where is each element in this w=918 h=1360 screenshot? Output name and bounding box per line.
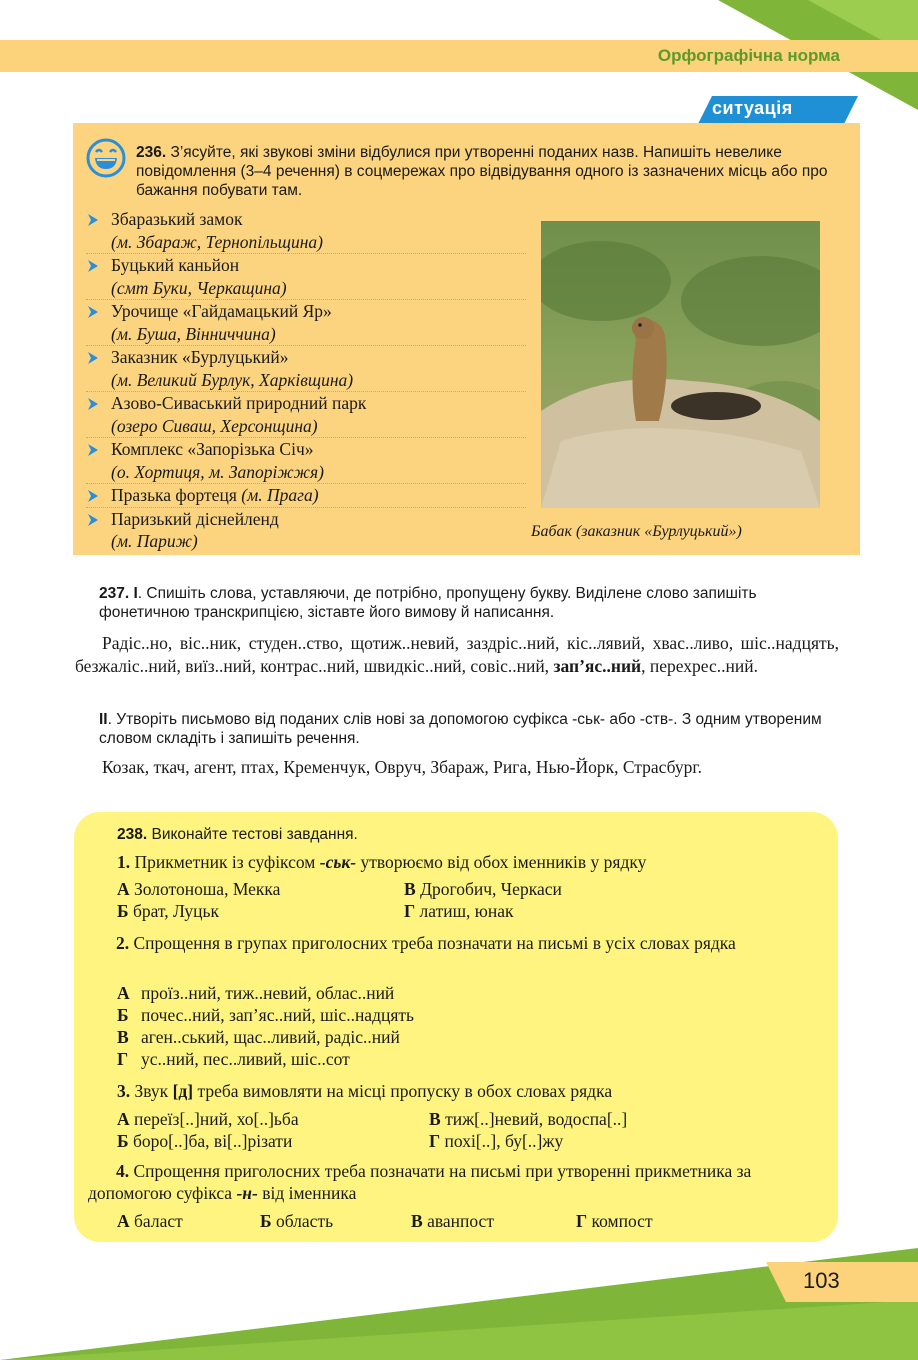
option-letter: В — [404, 879, 416, 899]
option-letter: Г — [429, 1131, 441, 1151]
answer-option — [117, 900, 219, 922]
option-letter: А — [117, 1109, 130, 1129]
marmot-photo — [541, 221, 820, 508]
answer-option — [117, 1130, 292, 1152]
laughing-smiley-icon — [86, 138, 126, 178]
places-list — [86, 208, 526, 553]
answer-option — [404, 878, 562, 900]
option-letter: Г — [404, 901, 416, 921]
sound-symbol: [д] — [172, 1081, 194, 1101]
question-text: Спрощення приголосних треба позначати на письмі при утворенні прикметника за допомогою суфікса — [88, 1161, 752, 1203]
question-3 — [117, 1080, 837, 1102]
place-location: (смт Буки, Черкащина) — [111, 277, 287, 298]
place-name: Збаразький замок — [111, 209, 243, 229]
question-text-end: утворюємо від обох іменників у рядку — [356, 852, 647, 872]
list-item — [86, 254, 526, 300]
situation-tab-label: ситуація — [712, 98, 793, 118]
question-text-end: треба вимовляти на місці пропуску в обох словах рядка — [193, 1081, 613, 1101]
words-text: Радіс..но, віс..ник, студен..ство, щотиж..невий, заздріс..ний, кіс..лявий, хвас..ливо, шіс..надцять, безжаліс..ний, виїз..ний, контрас..ний, швидкіс..ний, совіс..ний, — [75, 633, 839, 676]
question-text: Прикметник із суфіксом — [130, 852, 320, 872]
place-name: Заказник «Бурлуцький» — [111, 347, 289, 367]
list-item — [86, 208, 526, 254]
task-237-part1-instructions — [99, 584, 839, 622]
place-name: Комплекс «Запорізька Січ» — [111, 439, 314, 459]
option-letter: А — [117, 1211, 130, 1231]
task-236-number: 236. — [136, 144, 167, 161]
page-number-tab — [766, 1262, 918, 1302]
option-text: область — [271, 1211, 334, 1231]
option-text: баласт — [129, 1211, 183, 1231]
page-number: 103 — [803, 1268, 840, 1293]
answer-option — [117, 1004, 414, 1026]
option-letter: В — [429, 1109, 441, 1129]
option-text: аванпост — [422, 1211, 494, 1231]
task-236-instructions — [136, 143, 836, 200]
task-237-part1-label: I — [133, 585, 138, 602]
option-letter: Б — [117, 1131, 129, 1151]
suffix: -ськ- — [319, 852, 357, 872]
section-title: Орфографічна норма — [657, 46, 840, 65]
chevron-right-icon — [86, 259, 100, 273]
place-name: Урочище «Гайдамацький Яр» — [111, 301, 332, 321]
option-letter: Б — [117, 1005, 129, 1025]
answer-option — [429, 1108, 627, 1130]
chevron-right-icon — [86, 397, 100, 411]
chevron-right-icon — [86, 351, 100, 365]
option-text: переїз[..]ний, хо[..]ьба — [129, 1109, 299, 1129]
question-4 — [88, 1160, 836, 1204]
option-letter: Г — [117, 1049, 129, 1069]
list-item — [86, 508, 526, 553]
answer-option — [117, 878, 280, 900]
task-236-text: З’ясуйте, які звукові зміни відбулися при утворенні поданих назв. Напишіть невелике повідомлення (3–4 речення) в соцмережах про відвідування одного із зазначених місць або про бажання побувати там. — [136, 144, 828, 199]
question-text: Звук — [130, 1081, 173, 1101]
place-location: (о. Хортиця, м. Запоріжжя) — [111, 461, 324, 482]
question-1 — [117, 851, 837, 873]
answer-option — [429, 1130, 563, 1152]
place-location: (м. Париж) — [111, 531, 198, 551]
question-text: Спрощення в групах приголосних треба позначати на письмі в усіх словах рядка — [129, 933, 736, 953]
place-location: (озеро Сиваш, Херсонщина) — [111, 415, 318, 436]
option-text: компост — [587, 1211, 653, 1231]
place-location: (м. Буша, Вінниччина) — [111, 323, 276, 344]
list-item — [86, 484, 526, 508]
task-238-number: 238. — [117, 826, 148, 843]
question-number: 2. — [116, 933, 130, 953]
answer-option — [117, 982, 394, 1004]
task-237-part2-text: . Утворіть письмово від поданих слів нові за допомогою суфікса -ськ- або -ств-. З одним утвореним словом складіть і запишіть речення. — [99, 711, 822, 747]
place-location: (м. Великий Бурлук, Харківщина) — [111, 369, 354, 390]
place-name: Празька фортеця — [111, 485, 237, 505]
place-name: Азово-Сиваський природний парк — [111, 393, 367, 413]
question-text-end: від іменника — [257, 1183, 357, 1203]
option-text: аген..ський, щас..ливий, радіс..ний — [141, 1027, 400, 1047]
chevron-right-icon — [86, 489, 100, 503]
option-text: почес..ний, зап’яс..ний, шіс..надцять — [141, 1005, 415, 1025]
question-number: 3. — [117, 1081, 131, 1101]
task-237-words-1 — [75, 632, 839, 677]
place-location: (м. Прага) — [241, 485, 319, 505]
chevron-right-icon — [86, 305, 100, 319]
task-237-part2-instructions — [99, 710, 839, 748]
place-name: Паризький діснейленд — [111, 508, 279, 529]
place-name: Буцький каньйон — [111, 255, 240, 275]
option-letter: Б — [260, 1211, 272, 1231]
option-text: латиш, юнак — [415, 901, 514, 921]
option-letter: Б — [117, 901, 129, 921]
option-text: Дрогобич, Черкаси — [415, 879, 562, 899]
option-text: Золотоноша, Мекка — [129, 879, 281, 899]
option-letter: Г — [576, 1211, 588, 1231]
task-237-part2-label: II — [99, 711, 108, 728]
option-letter: В — [117, 1027, 129, 1047]
answer-option — [117, 1026, 400, 1048]
question-number: 4. — [116, 1161, 130, 1181]
answer-option — [404, 900, 514, 922]
question-2 — [88, 932, 836, 954]
list-item — [86, 300, 526, 346]
option-text: тиж[..]невий, водоспа[..] — [440, 1109, 628, 1129]
task-237-number: 237. — [99, 585, 130, 602]
option-letter: В — [411, 1211, 423, 1231]
option-text: похі[..], бу[..]жу — [440, 1131, 564, 1151]
option-text: проїз..ний, тиж..невий, облас..ний — [141, 983, 395, 1003]
chevron-right-icon — [86, 213, 100, 227]
suffix: -н- — [236, 1183, 258, 1203]
option-text: боро[..]ба, ві[..]різати — [128, 1131, 293, 1151]
photo-caption: Бабак (заказник «Бурлуцький») — [531, 523, 742, 540]
place-location: (м. Збараж, Тернопільщина) — [111, 231, 323, 252]
list-item — [86, 346, 526, 392]
answer-option — [117, 1108, 299, 1130]
list-item — [86, 392, 526, 438]
option-text: брат, Луцьк — [128, 901, 220, 921]
chevron-right-icon — [86, 513, 100, 527]
task-238-heading — [117, 825, 817, 844]
words-text-end: , перехрес..ний. — [641, 655, 759, 676]
option-letter: А — [117, 983, 130, 1003]
answer-option — [117, 1048, 350, 1070]
list-item — [86, 438, 526, 484]
question-number: 1. — [117, 852, 131, 872]
task-237-words-2: Козак, ткач, агент, птах, Кременчук, Овруч, Збараж, Рига, Нью-Йорк, Страсбург. — [102, 757, 702, 777]
chevron-right-icon — [86, 443, 100, 457]
task-237-part1-text: . Спишіть слова, уставляючи, де потрібно, пропущену букву. Виділене слово запишіть фонетичною транскрипцією, зіставте його вимову й написання. — [99, 585, 757, 621]
option-text: ус..ний, пес..ливий, шіс..сот — [141, 1049, 350, 1069]
highlighted-word: зап’яс..ний — [553, 655, 642, 676]
option-letter: А — [117, 879, 130, 899]
task-238-intro: Виконайте тестові завдання. — [147, 826, 358, 843]
